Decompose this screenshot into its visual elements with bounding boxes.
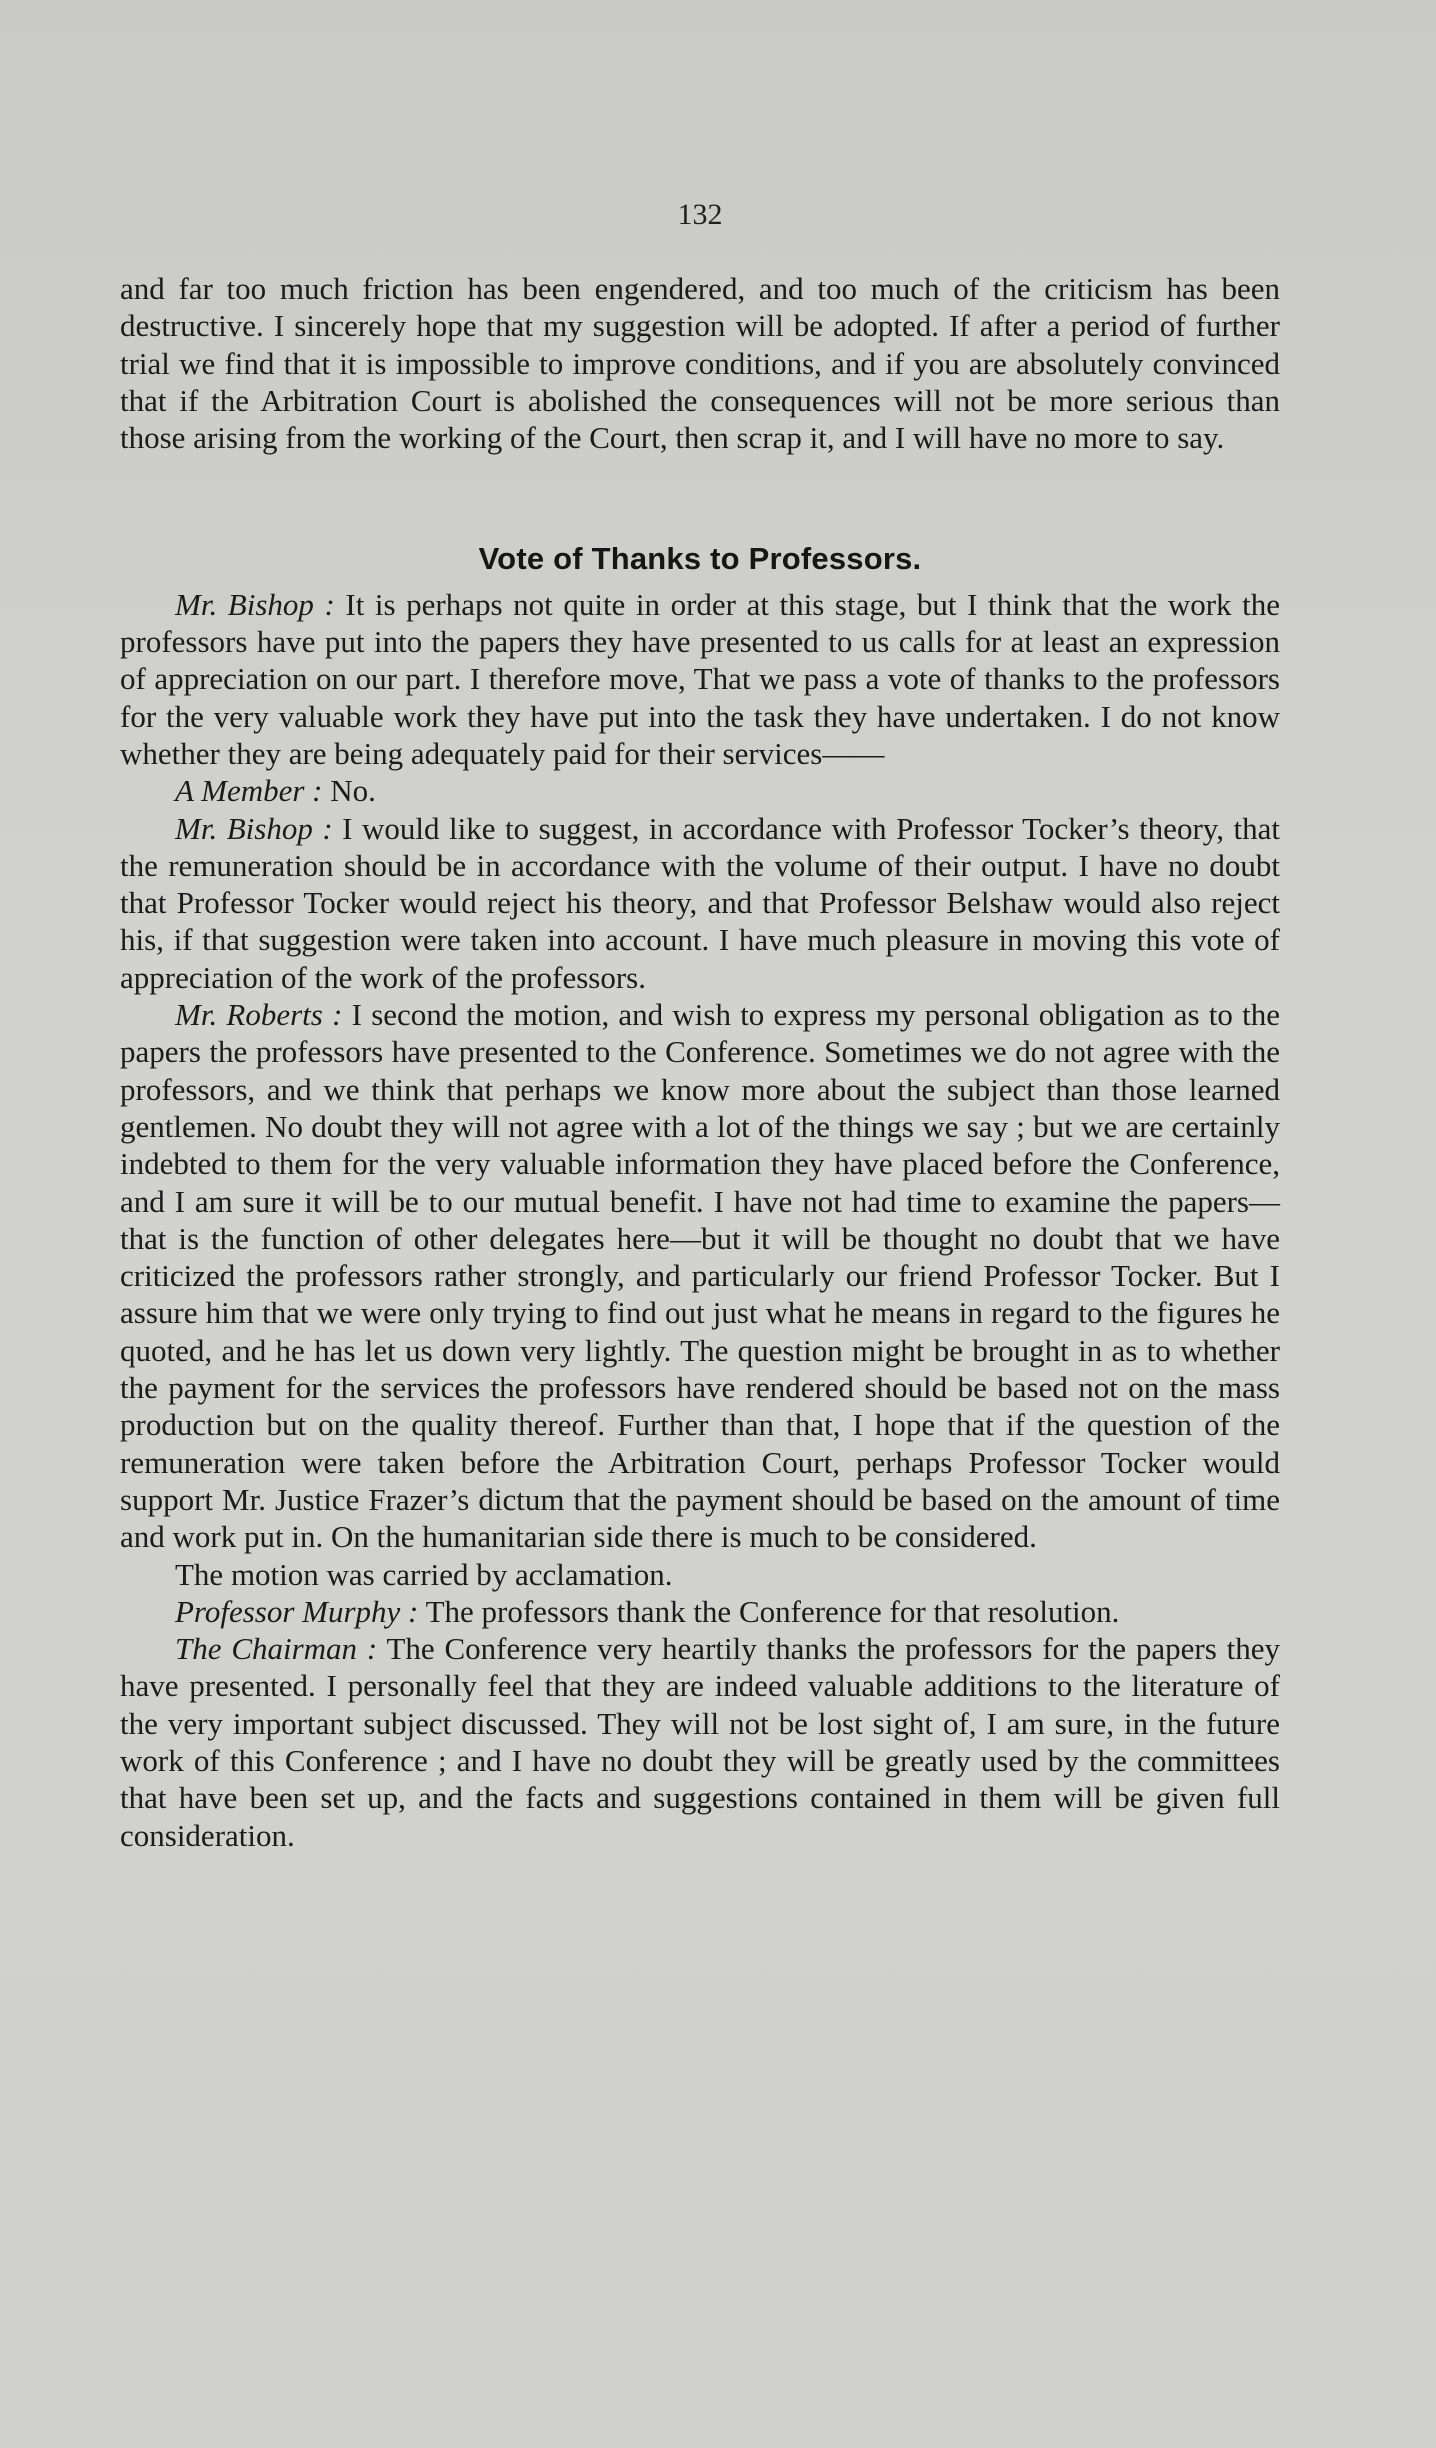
speaker-name: The Chairman :: [175, 1631, 378, 1667]
paragraph: [120, 1556, 1280, 1593]
paragraph-text: The motion was carried by acclamation.: [175, 1556, 673, 1592]
opening-paragraph: and far too much friction has been engendered, and too much of the criticism has been destructive. I sincerely hope that my suggestion will be adopted. If after a period of further trial we find that it is impossible to improve conditions, and if you are absolutely convinced that if the Arbitration Court is abolished the consequences will not be more serious than those arising from the working of the Court, then scrap it, and I will have no more to say.: [120, 271, 1280, 456]
paragraph: [120, 586, 1280, 772]
paragraph-text: I second the motion, and wish to express my personal obligation as to the papers the professors have presented to the Conference. Sometimes we do not agree with the professors, and we think that perhaps we know more about the subject than those learned gentlemen. No doubt they will not agree with a lot of the things we say ; but we are certainly indebted to them for the very valuable information they have placed before the Conference, and I am sure it will be to our mutual benefit. I have not had time to examine the papers—that is the function of other delegates here—but it will be thought no doubt that we have criticized the professors rather strongly, and particularly our friend Professor Tocker. But I assure him that we were only trying to find out just what he means in regard to the figures he quoted, and he has let us down very lightly. The question might be brought in as to whether the payment for the services the professors have rendered should be based not on the mass production but on the quality thereof. Further than that, I hope that if the question of the remuneration were taken before the Arbitration Court, perhaps Professor Tocker would support Mr. Justice Frazer’s dictum that the payment should be based on the amount of time and work put in. On the humanitarian side there is much to be considered.: [120, 997, 1281, 1555]
section-title: Vote of Thanks to Professors.: [478, 541, 922, 577]
paragraph-text: No.: [322, 773, 376, 809]
page-body: [120, 270, 1280, 1854]
speaker-name: Mr. Bishop :: [175, 586, 335, 622]
paragraph: [120, 772, 1280, 809]
paragraph: [120, 810, 1280, 996]
speaker-name: Mr. Roberts :: [175, 997, 343, 1033]
paragraph: [120, 996, 1280, 1555]
paragraph-text: I would like to suggest, in accordance with Professor Tocker’s theory, that the remuneration should be in accordance with the volume of their output. I have no doubt that Professor Tocker would reject his theory, and that Professor Belshaw would also reject his, if that suggestion were taken into account. I have much pleasure in moving this vote of appreciation of the work of the professors.: [120, 810, 1281, 995]
paragraph: [120, 1630, 1280, 1854]
speaker-name: A Member :: [175, 773, 323, 809]
page-number: 132: [677, 198, 723, 231]
paragraph-text: It is perhaps not quite in order at this stage, but I think that the work the professors have put into the papers they have presented to us calls for at least an expression of appreciation on our part. I therefore move, That we pass a vote of thanks to the professors for the very valuable work they have put into the task they have undertaken. I do not know whether they are being adequately paid for their services——: [120, 586, 1280, 771]
paragraph-text: The professors thank the Conference for that resolution.: [418, 1593, 1120, 1629]
paragraph: [120, 1593, 1280, 1630]
paragraph-text: The Conference very heartily thanks the professors for the papers they have presented. I personally feel that they are indeed valuable additions to the literature of the very important subject discussed. They will not be lost sight of, I am sure, in the future work of this Conference ; and I have no doubt they will be greatly used by the committees that have been set up, and the facts and suggestions contained in them will be given full consideration.: [120, 1631, 1280, 1853]
speaker-name: Mr. Bishop :: [175, 810, 333, 846]
speaker-name: Professor Murphy :: [175, 1593, 419, 1629]
